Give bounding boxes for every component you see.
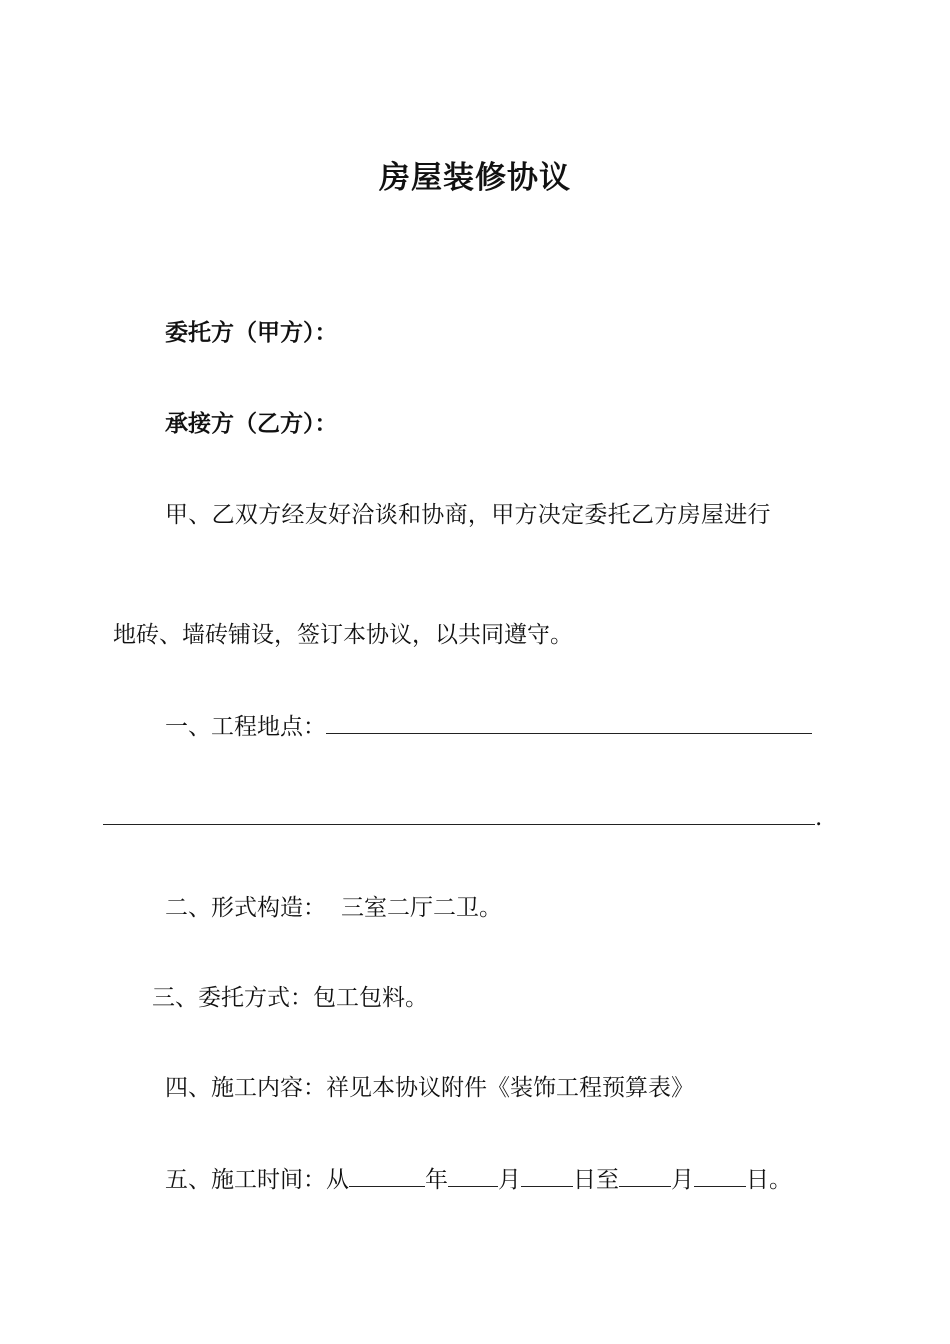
month-label-2: 月 [671,1167,694,1193]
item-3-commission-method: 三、委托方式：包工包料。 [152,985,428,1011]
day-blank-1 [521,1164,573,1187]
item-2-label: 二、形式构造： [165,895,326,921]
day-label-2: 日。 [746,1167,792,1193]
item-1-label: 一、工程地点： [165,714,326,740]
party-a-label: 委托方（甲方）： [165,320,338,346]
item-1-project-location [165,711,812,742]
day-blank-2 [694,1164,746,1187]
intro-paragraph-line-1: 甲、乙双方经友好洽谈和协商，甲方决定委托乙方房屋进行 [165,502,771,528]
item-4-construction-content: 四、施工内容：祥见本协议附件《装饰工程预算表》 [165,1075,694,1101]
item-5-construction-time [165,1164,792,1195]
location-blank-field-2 [103,802,815,825]
year-blank [349,1164,425,1187]
month-blank-1 [448,1164,498,1187]
intro-paragraph-line-2: 地砖、墙砖铺设，签订本协议，以共同遵守。 [113,622,573,648]
party-b-label: 承接方（乙方）： [165,411,338,437]
year-label: 年 [425,1167,448,1193]
document-title: 房屋装修协议 [379,160,571,196]
item-1-end-mark: . [815,805,823,831]
item-2-structure [165,893,502,923]
day-label-1: 日至 [573,1167,619,1193]
item-5-prefix: 五、施工时间：从 [165,1167,349,1193]
item-1-continuation [103,802,822,833]
item-2-value: 三室二厅二卫。 [341,895,502,921]
month-blank-2 [619,1164,671,1187]
month-label-1: 月 [498,1167,521,1193]
location-blank-field-1 [326,711,812,734]
